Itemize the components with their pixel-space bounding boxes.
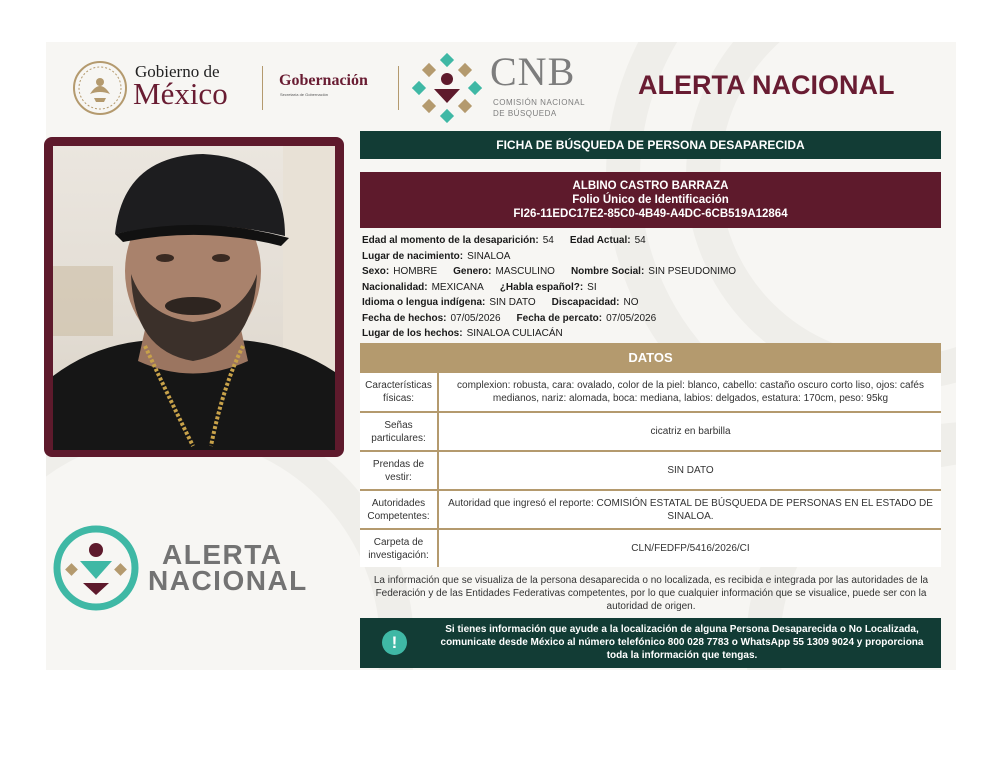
gobernacion-label: Gobernación xyxy=(279,72,368,89)
datos-row-senas xyxy=(360,413,941,452)
folio-value: FI26-11EDC17E2-85C0-4B49-A4DC-6CB519A12864 xyxy=(513,208,788,220)
ficha-title-bar: FICHA DE BÚSQUEDA DE PERSONA DESAPARECIDA xyxy=(360,131,941,159)
datos-row-prendas xyxy=(360,452,941,491)
datos-title-bar: DATOS xyxy=(360,343,941,373)
datos-row-carpeta xyxy=(360,530,941,567)
person-name-box xyxy=(360,172,941,228)
datos-row-value: complexion: robusta, cara: ovalado, color de la piel: blanco, cabello: castaño oscuro corto liso, ojos: cafés medianos, nariz: alomada, boca: mediana, labios: delgados, estatura: 170cm, peso: 95kg xyxy=(457,380,924,404)
cnb-sublabel: COMISIÓN NACIONAL DE BÚSQUEDA xyxy=(493,98,586,118)
disclaimer-text: La información que se visualiza de la persona desaparecida o no localizada, es recibida e integrada por las autoridades de la Federación y de las Entidades Federativas competentes, por lo que cualquier información que se visualice, puede ser con la autoridad de origen. xyxy=(373,575,929,612)
person-name: ALBINO CASTRO BARRAZA xyxy=(572,180,729,192)
alerta-nacional-title: ALERTA NACIONAL xyxy=(638,70,895,100)
contact-banner xyxy=(360,618,941,668)
alert-icon: ! xyxy=(382,630,407,655)
cnb-label: CNB xyxy=(490,49,576,94)
info-line-nacimiento: Lugar de nacimiento: SINALOA xyxy=(362,251,511,262)
datos-row-value: Autoridad que ingresó el reporte: COMISIÓN ESTATAL DE BÚSQUEDA DE PERSONAS EN EL ESTADO DE SINALOA. xyxy=(448,497,933,522)
datos-row-label: Carpeta de investigación: xyxy=(360,530,439,567)
info-line-idioma: Idioma o lengua indígena: SIN DATO Discapacidad: NO xyxy=(362,297,639,308)
datos-row-label: Características físicas: xyxy=(360,373,439,411)
datos-row-value: SIN DATO xyxy=(667,465,714,476)
info-line-nacionalidad: Nacionalidad: MEXICANA ¿Habla español?: SI xyxy=(362,282,597,293)
gobierno-label: Gobierno de xyxy=(135,62,220,81)
info-line-edad: Edad al momento de la desaparición: 54 Edad Actual: 54 xyxy=(362,235,646,246)
mexico-seal-icon xyxy=(72,60,128,116)
cnb-logo-icon xyxy=(412,53,482,123)
gobernacion-sublabel: Secretaría de Gobernación xyxy=(280,92,329,97)
datos-row-value: CLN/FEDFP/5416/2026/CI xyxy=(631,543,750,554)
contact-text: Si tienes información que ayude a la localización de alguna Persona Desaparecida o No Localizada, comunicate desde México al número telefónico 800 028 7783 o WhatsApp 55 1309 9024 y proporciona toda la información que tengas. xyxy=(440,624,924,661)
datos-row-label: Prendas de vestir: xyxy=(360,452,439,489)
divider xyxy=(398,66,399,110)
datos-row-label: Señas particulares: xyxy=(360,413,439,450)
divider xyxy=(262,66,263,110)
datos-row-autoridades xyxy=(360,491,941,530)
info-line-sexo: Sexo: HOMBRE Genero: MASCULINO Nombre Social: SIN PSEUDONIMO xyxy=(362,266,737,277)
folio-label: Folio Único de Identificación xyxy=(572,194,729,206)
person-photo xyxy=(53,146,335,450)
info-line-fechas: Fecha de hechos: 07/05/2026 Fecha de percato: 07/05/2026 xyxy=(362,313,657,324)
alerta-nacional-logo-text: ALERTA NACIONAL xyxy=(148,539,308,596)
datos-row-label: Autoridades Competentes: xyxy=(360,491,439,528)
info-line-lugar-hechos: Lugar de los hechos: SINALOA CULIACÁN xyxy=(362,328,563,339)
alerta-nacional-logo-icon xyxy=(53,525,139,611)
mexico-label: México xyxy=(133,76,228,111)
datos-row-value: cicatriz en barbilla xyxy=(650,426,731,437)
datos-row-caracteristicas xyxy=(360,373,941,413)
